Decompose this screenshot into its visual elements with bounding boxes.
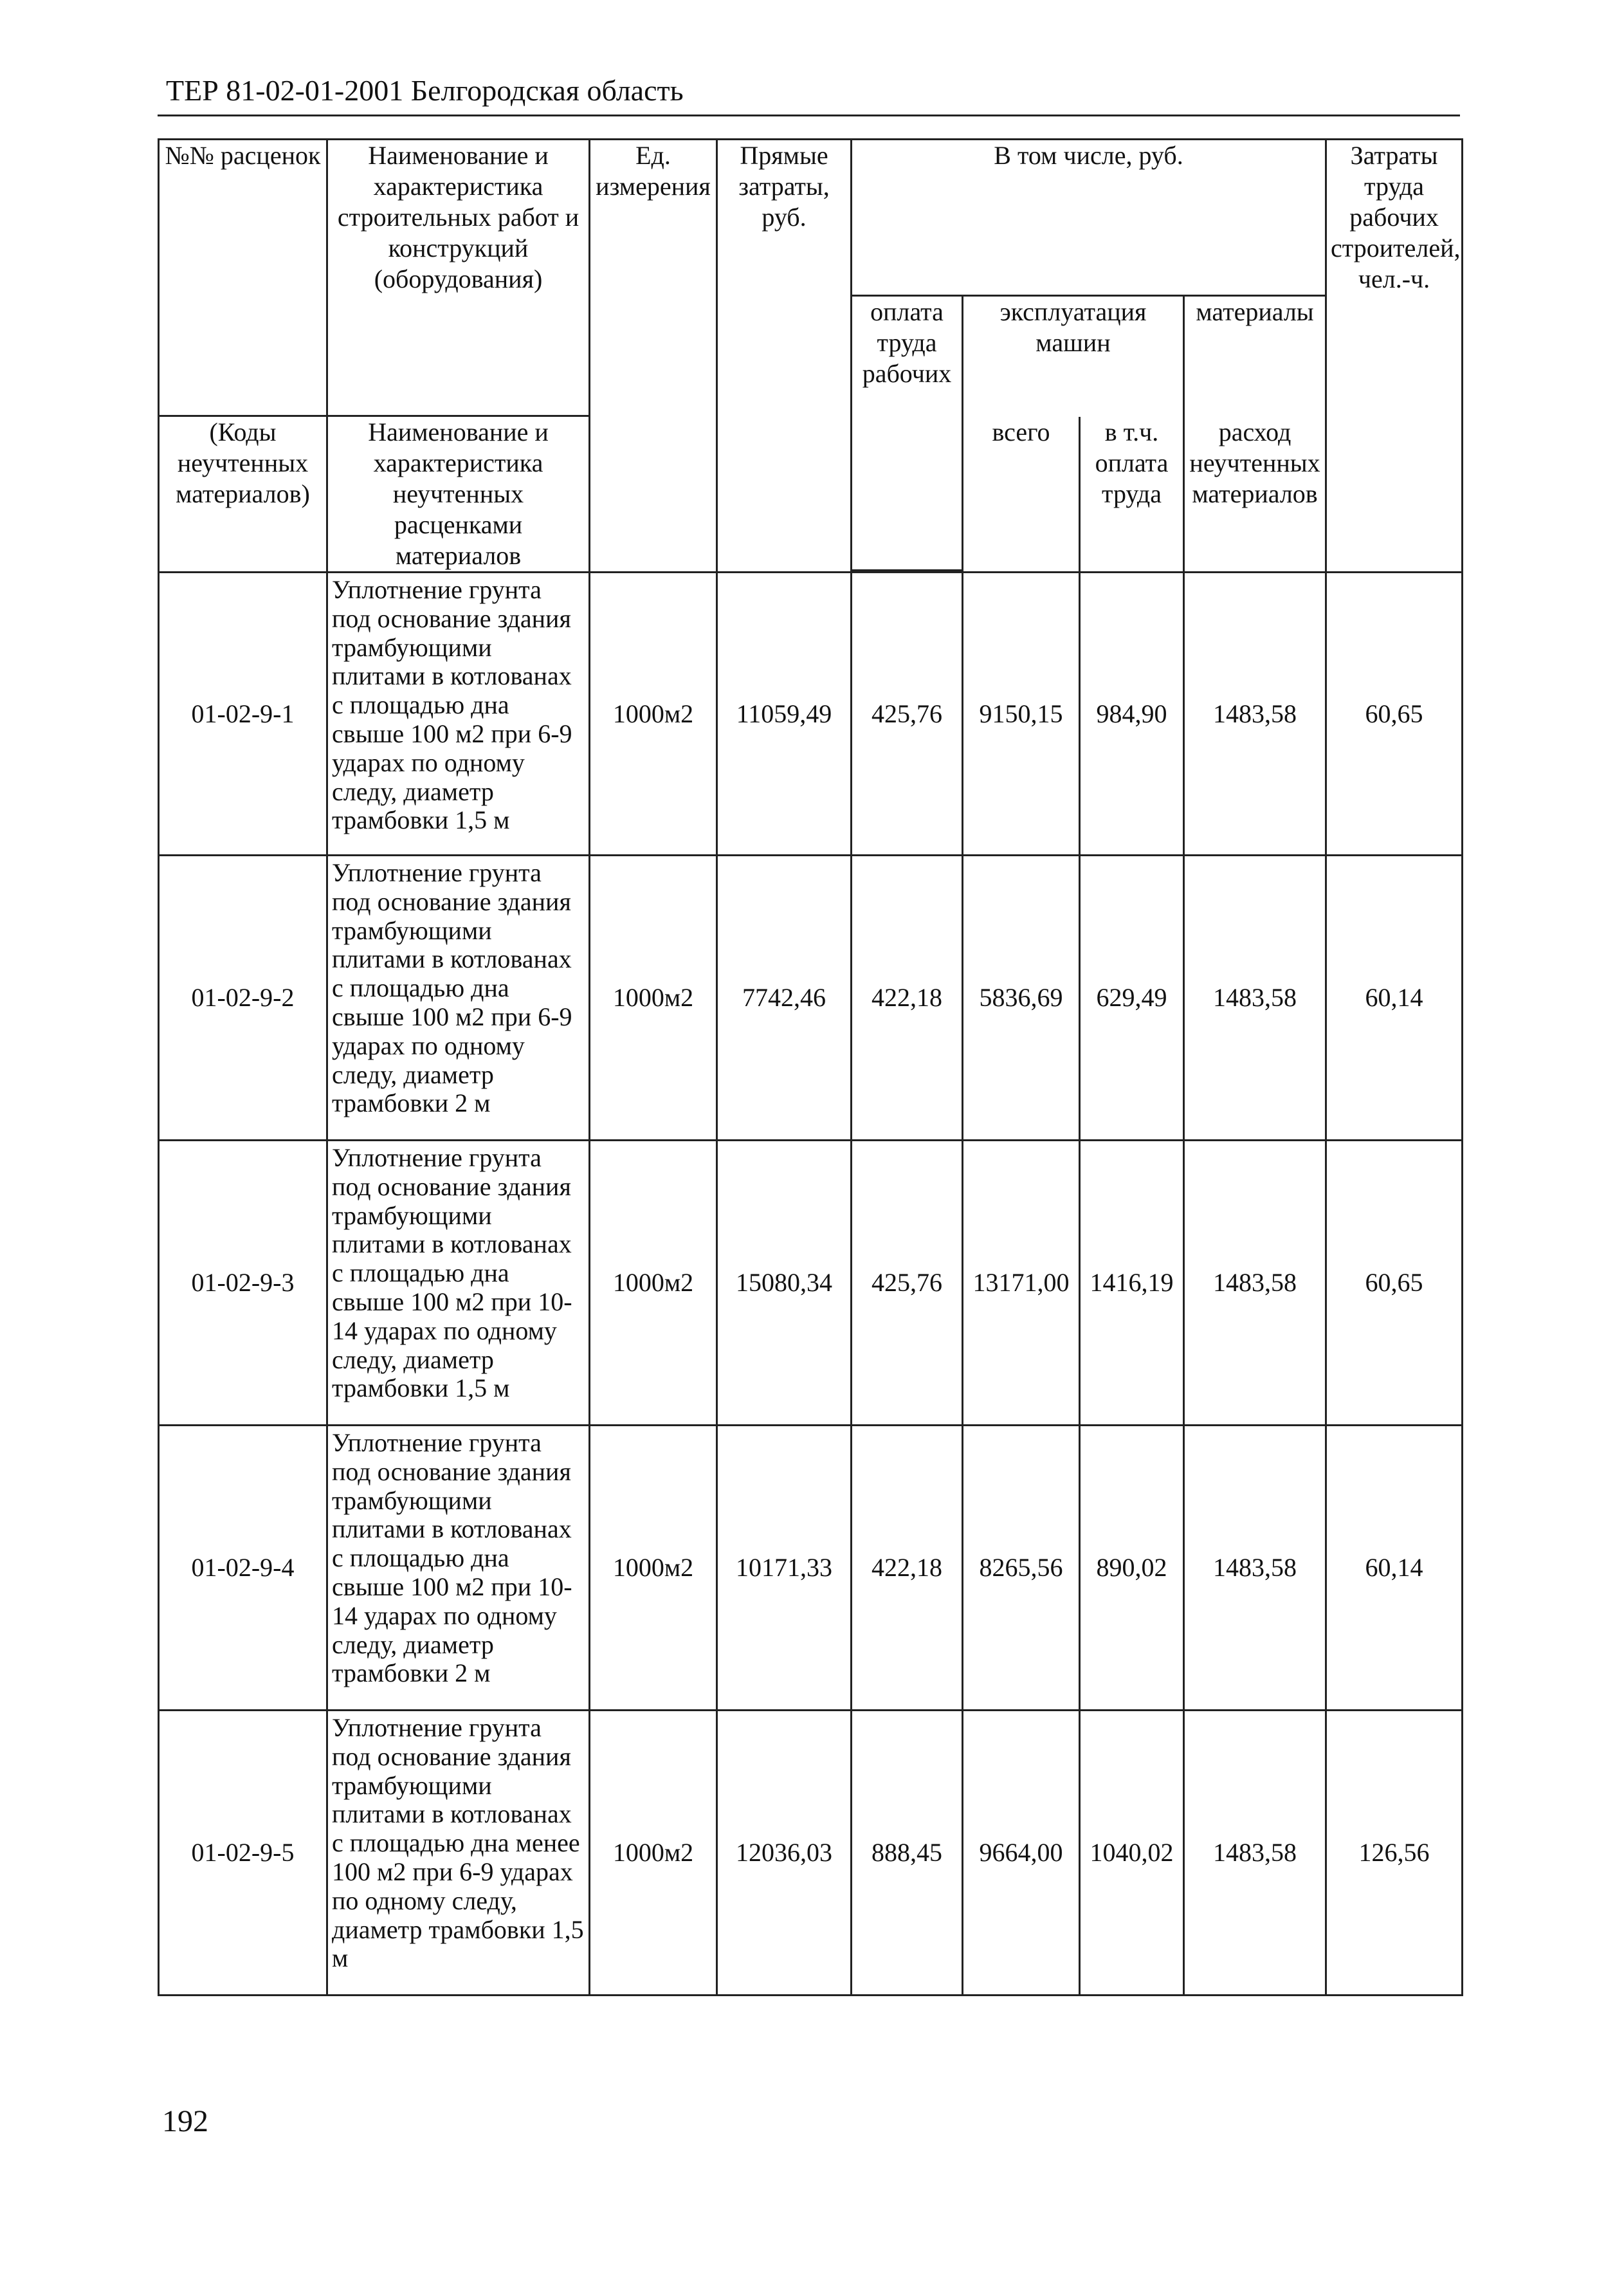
col-header-code-spacer bbox=[159, 296, 327, 416]
row-name: Уплотнение грунта под основание здания трамбующими плитами в котлованах с площадью дна менее 100 м2 при 6-9 ударах по одному следу, диаметр трамбовки 1,5 м bbox=[327, 1711, 590, 1996]
row-code: 01-02-9-4 bbox=[159, 1426, 327, 1711]
col-header-mach-total: всего bbox=[963, 416, 1080, 573]
table-row bbox=[159, 856, 1463, 1141]
row-labor: 60,65 bbox=[1326, 573, 1463, 856]
row-labor: 60,14 bbox=[1326, 1426, 1463, 1711]
col-header-code: №№ расценок bbox=[159, 140, 327, 296]
row-materials: 1483,58 bbox=[1184, 1426, 1326, 1711]
row-labor: 126,56 bbox=[1326, 1711, 1463, 1996]
col-header-name2: Наименование и характеристика неучтенных расценками материалов bbox=[327, 416, 590, 573]
row-materials: 1483,58 bbox=[1184, 1711, 1326, 1996]
col-header-unit: Ед. измерения bbox=[590, 140, 717, 573]
row-name: Уплотнение грунта под основание здания трамбующими плитами в котлованах с площадью дна свыше 100 м2 при 10-14 ударах по одному следу, диаметр трамбовки 2 м bbox=[327, 1426, 590, 1711]
row-wage: 422,18 bbox=[852, 856, 963, 1141]
row-unit: 1000м2 bbox=[590, 1711, 717, 1996]
row-name: Уплотнение грунта под основание здания трамбующими плитами в котлованах с площадью дна свыше 100 м2 при 6-9 ударах по одному следу, диаметр трамбовки 2 м bbox=[327, 856, 590, 1141]
col-header-labor: Затраты труда рабочих строителей, чел.-ч. bbox=[1326, 140, 1463, 573]
row-direct: 7742,46 bbox=[717, 856, 852, 1141]
header-row-1 bbox=[159, 140, 1463, 296]
row-unit: 1000м2 bbox=[590, 573, 717, 856]
col-header-name-spacer bbox=[327, 296, 590, 416]
row-direct: 15080,34 bbox=[717, 1141, 852, 1426]
row-wage: 888,45 bbox=[852, 1711, 963, 1996]
row-unit: 1000м2 bbox=[590, 1426, 717, 1711]
col-header-direct: Прямые затраты, руб. bbox=[717, 140, 852, 573]
col-header-including: В том числе, руб. bbox=[852, 140, 1326, 296]
row-name: Уплотнение грунта под основание здания трамбующими плитами в котлованах с площадью дна свыше 100 м2 при 10-14 ударах по одному следу, диаметр трамбовки 1,5 м bbox=[327, 1141, 590, 1426]
row-mach-wage: 1040,02 bbox=[1080, 1711, 1184, 1996]
row-mach-total: 8265,56 bbox=[963, 1426, 1080, 1711]
row-direct: 11059,49 bbox=[717, 573, 852, 856]
col-header-mach-wage: в т.ч. оплата труда bbox=[1080, 416, 1184, 573]
row-code: 01-02-9-2 bbox=[159, 856, 327, 1141]
col-header-machines: эксплуатация машин bbox=[963, 296, 1184, 416]
table-row bbox=[159, 1711, 1463, 1996]
col-header-materials: материалы bbox=[1184, 296, 1326, 416]
row-mach-total: 9150,15 bbox=[963, 573, 1080, 856]
row-mach-wage: 1416,19 bbox=[1080, 1141, 1184, 1426]
row-unit: 1000м2 bbox=[590, 1141, 717, 1426]
row-name: Уплотнение грунта под основание здания трамбующими плитами в котлованах с площадью дна свыше 100 м2 при 6-9 ударах по одному следу, диаметр трамбовки 1,5 м bbox=[327, 573, 590, 856]
row-materials: 1483,58 bbox=[1184, 573, 1326, 856]
row-code: 01-02-9-5 bbox=[159, 1711, 327, 1996]
row-labor: 60,14 bbox=[1326, 856, 1463, 1141]
col-header-name: Наименование и характеристика строительных работ и конструкций (оборудования) bbox=[327, 140, 590, 296]
page-header: ТЕР 81-02-01-2001 Белгородская область bbox=[166, 74, 684, 107]
header-rule bbox=[158, 115, 1460, 116]
row-mach-wage: 984,90 bbox=[1080, 573, 1184, 856]
table-row bbox=[159, 1141, 1463, 1426]
row-mach-wage: 890,02 bbox=[1080, 1426, 1184, 1711]
row-unit: 1000м2 bbox=[590, 856, 717, 1141]
price-table bbox=[158, 138, 1463, 1996]
row-direct: 12036,03 bbox=[717, 1711, 852, 1996]
row-mach-total: 5836,69 bbox=[963, 856, 1080, 1141]
row-materials: 1483,58 bbox=[1184, 856, 1326, 1141]
row-mach-total: 13171,00 bbox=[963, 1141, 1080, 1426]
row-code: 01-02-9-3 bbox=[159, 1141, 327, 1426]
col-header-wage: оплата труда рабочих bbox=[852, 296, 963, 571]
row-mach-wage: 629,49 bbox=[1080, 856, 1184, 1141]
row-direct: 10171,33 bbox=[717, 1426, 852, 1711]
row-materials: 1483,58 bbox=[1184, 1141, 1326, 1426]
row-wage: 425,76 bbox=[852, 1141, 963, 1426]
row-code: 01-02-9-1 bbox=[159, 573, 327, 856]
row-wage: 422,18 bbox=[852, 1426, 963, 1711]
row-wage: 425,76 bbox=[852, 573, 963, 856]
table-row bbox=[159, 1426, 1463, 1711]
page-number: 192 bbox=[162, 2104, 208, 2138]
row-mach-total: 9664,00 bbox=[963, 1711, 1080, 1996]
table-row bbox=[159, 573, 1463, 856]
row-labor: 60,65 bbox=[1326, 1141, 1463, 1426]
col-header-mat-unaccounted: расход неучтенных материалов bbox=[1184, 416, 1326, 573]
col-header-code2: (Коды неучтенных материалов) bbox=[159, 416, 327, 573]
